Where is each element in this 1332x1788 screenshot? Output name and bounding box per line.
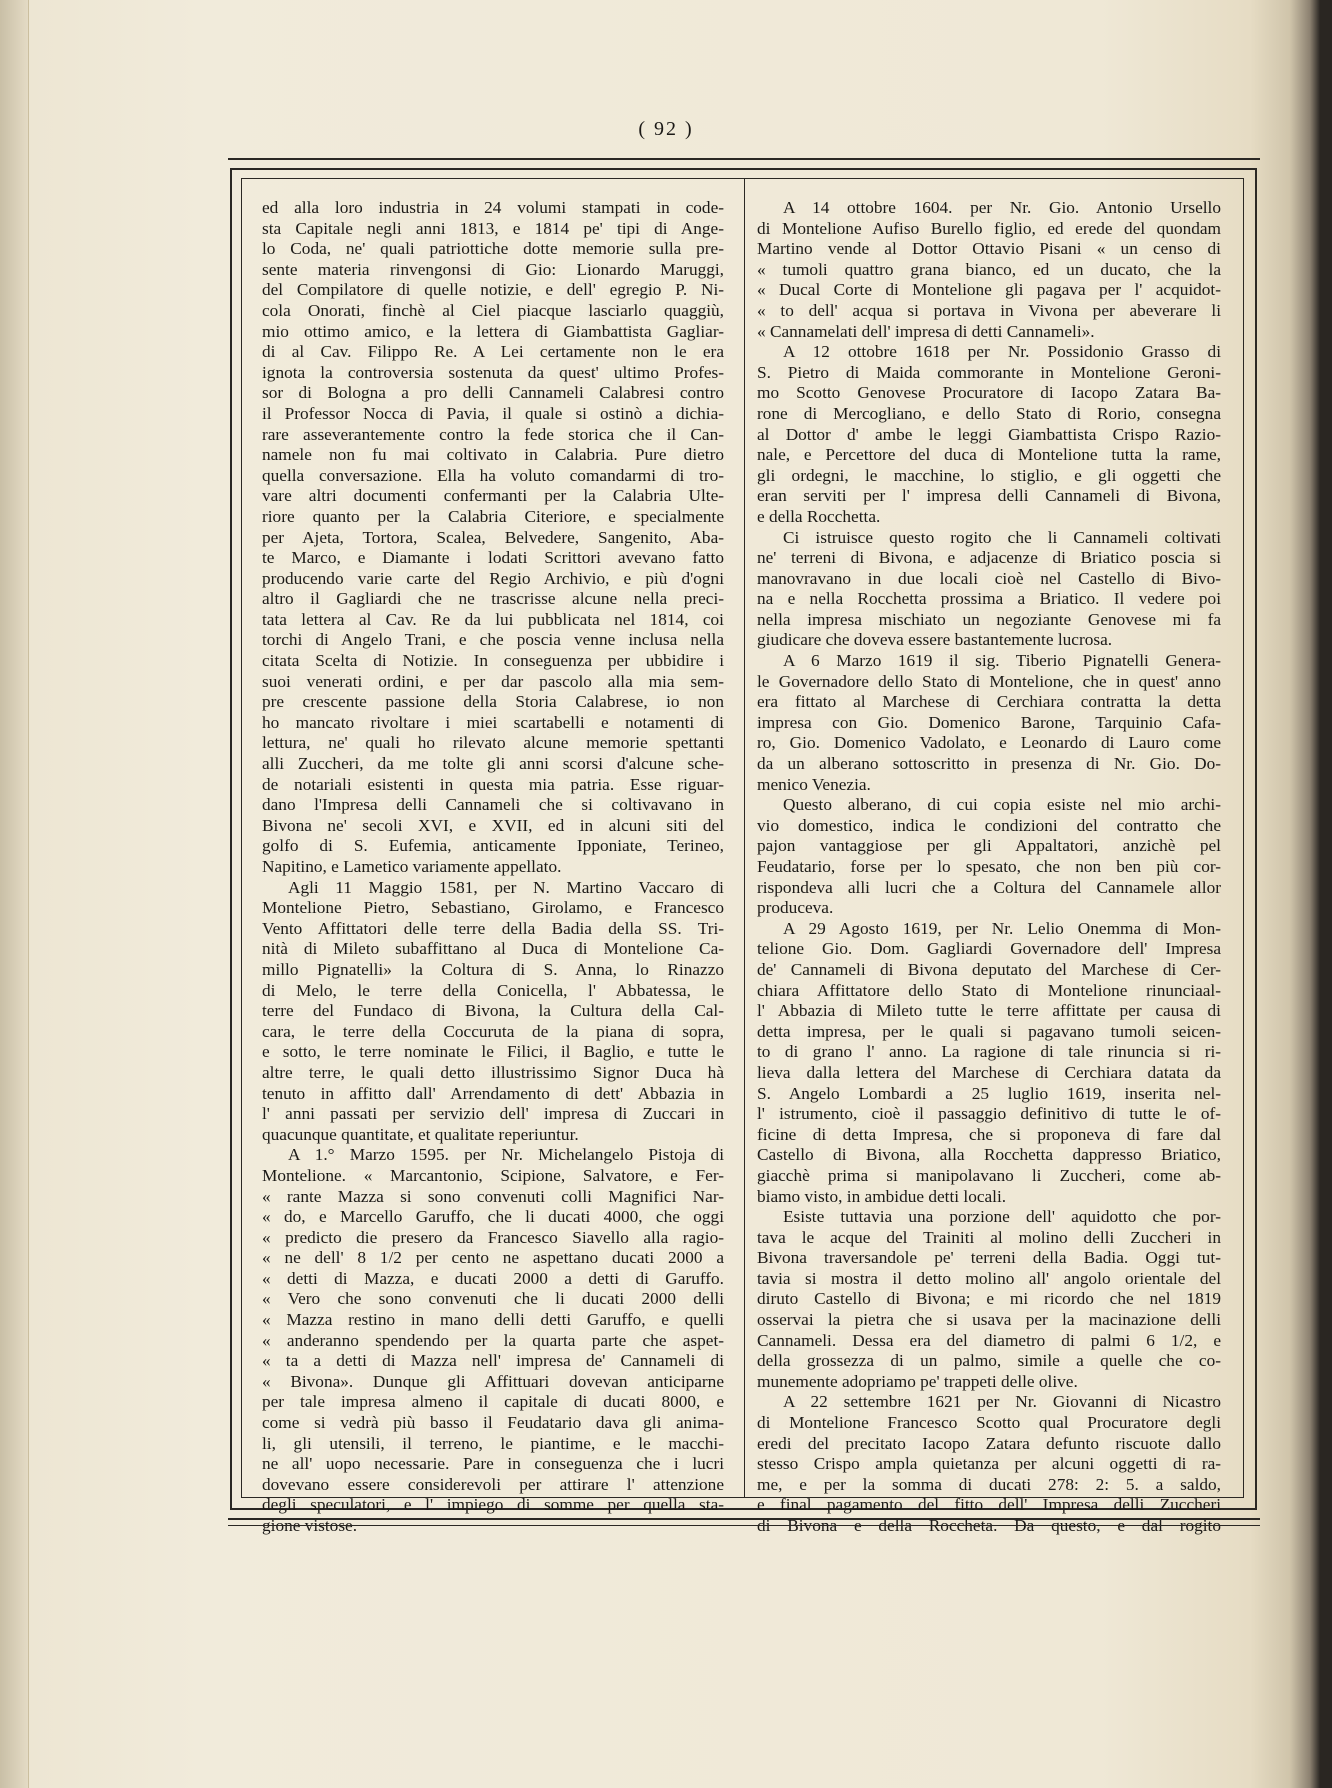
text-line: e sotto, le terre nominate le Filici, il Baglio, e tutte le: [262, 1042, 724, 1062]
text-line: nella impresa mischiato un negoziante Genovese mi fa: [757, 609, 1221, 629]
text-line: nità di Mileto subaffittano al Duca di Montelione Ca-: [262, 939, 724, 959]
text-line: Ci istruisce questo rogito che li Cannameli coltivati: [783, 527, 1221, 547]
text-line: Feudatario, forse per lo spesato, che non ben più cor-: [757, 857, 1221, 876]
text-line: Martino vende al Dottor Ottavio Pisani « un censo di: [757, 239, 1221, 259]
text-line: ficine di detta Impresa, che si proponeva di fare dal: [757, 1124, 1221, 1144]
page-number: ( 92 ): [638, 118, 694, 140]
page-binding-edge: [0, 0, 29, 1788]
text-line: li, gli utensili, il terreno, le piantime, e le macchi-: [262, 1433, 724, 1453]
text-line: tata lettera al Cav. Re da lui pubblicata nel 1814, coi: [262, 609, 724, 629]
text-line: alli Zuccheri, da me tolte gli anni scorsi d'alcune sche-: [262, 754, 724, 774]
bottom-rule-thick: [228, 1518, 1260, 1520]
text-line: quella conversazione. Ella ha voluto comandarmi di tro-: [262, 465, 724, 485]
text-line: rone di Mercogliano, e dello Stato di Rorio, consegna: [757, 403, 1221, 423]
text-line: Cannameli. Dessa era del diametro di palmi 6 1/2, e: [757, 1330, 1221, 1350]
text-line: « ne dell' 8 1/2 per cento ne aspettano ducati 2000 a: [262, 1248, 724, 1268]
text-line: le Governadore dello Stato di Montelione, che in quest' anno: [757, 671, 1221, 691]
text-line: A 1.° Marzo 1595. per Nr. Michelangelo Pistoja di: [288, 1145, 724, 1165]
text-line: pajon vantaggiose per gli Appaltatori, anzichè pel: [757, 836, 1221, 856]
text-line: di Bivona e della Roccheta. Da questo, e dal rogito: [757, 1516, 1221, 1535]
text-line: telione Gio. Dom. Gagliardi Governadore dell' Impresa: [757, 939, 1221, 959]
text-line: « detti di Mazza, e ducati 2000 a detti di Garuffo.: [262, 1268, 724, 1288]
text-line: degli speculatori, e l' impiego di somme per quella sta-: [262, 1495, 724, 1515]
text-line: ignota la controversia sostenuta da quest' ultimo Profes-: [262, 362, 724, 382]
text-line: « Bivona». Dunque gli Affittuari dovevan anticiparne: [262, 1371, 724, 1391]
left-column: [262, 198, 724, 1537]
text-line: « ta a detti di Mazza nell' impresa de' Cannameli di: [262, 1351, 724, 1371]
bottom-rule-thin: [228, 1525, 1260, 1526]
text-line: altro il Gagliardi che ne trascrisse alcune nella preci-: [262, 589, 724, 609]
text-line: to di grano l' anno. La ragione di tale rinuncia si ri-: [757, 1042, 1221, 1062]
text-line: ro, Gio. Domenico Vadolato, e Leonardo di Lauro come: [757, 733, 1221, 753]
text-line: « do, e Marcello Garuffo, che li ducati 4000, che oggi: [262, 1207, 724, 1227]
text-line: lo Coda, ne' quali patriottiche dotte memorie sulla pre-: [262, 239, 724, 259]
text-line: citata Scelta di Notizie. In conseguenza per ubbidire i: [262, 651, 724, 671]
text-line: Bivona traversandole pe' terreni della Badia. Oggi tut-: [757, 1248, 1221, 1268]
text-line: lieva dalla lettera del Marchese di Cerchiara datata da: [757, 1062, 1221, 1082]
text-line: namele non fu mai coltivato in Calabria. Pure dietro: [262, 445, 724, 465]
text-line: stesso Crispo ampla quietanza per alcuni oggetti di ra-: [757, 1454, 1221, 1474]
text-line: da un alberano sottoscritto in presenza di Nr. Gio. Do-: [757, 754, 1221, 774]
text-line: ho mancato rivoltare i miei scartabelli e notamenti di: [262, 712, 724, 732]
text-line: tenuto in affitto dall' Arrendamento di dett' Abbazia in: [262, 1083, 724, 1103]
text-line: terre del Fundaco di Bivona, la Cultura della Cal-: [262, 1001, 724, 1021]
text-line: cola Onorati, finchè al Ciel piacque lasciarlo quaggiù,: [262, 300, 724, 320]
text-line: A 22 settembre 1621 per Nr. Giovanni di Nicastro: [783, 1392, 1221, 1412]
text-line: mo Scotto Genovese Procuratore di Iacopo Zatara Ba-: [757, 383, 1221, 403]
text-line: tava le acque del Trainiti al molino delli Zuccheri in: [757, 1227, 1221, 1247]
text-line: S. Angelo Lombardi a 25 luglio 1619, inserita nel-: [757, 1083, 1221, 1103]
text-line: de' Cannameli di Bivona deputato del Marchese di Cer-: [757, 959, 1221, 979]
text-line: sente materia rinvengonsi di Gio: Lionardo Maruggi,: [262, 259, 724, 279]
text-line: « rante Mazza si sono convenuti colli Magnifici Nar-: [262, 1186, 724, 1206]
text-line: te Marco, e Diamante i lodati Scrittori avevano fatto: [262, 548, 724, 568]
text-line: A 14 ottobre 1604. per Nr. Gio. Antonio Ursello: [783, 198, 1221, 217]
text-line: rispondeva alli lucri che a Coltura del Cannamele allor: [757, 877, 1221, 897]
text-line: eran serviti per l' impresa delli Cannameli di Bivona,: [757, 486, 1221, 506]
text-line: pre crescente passione della Storia Calabrese, io non: [262, 692, 724, 712]
text-line: Vento Affittatori delle terre della Badia della SS. Tri-: [262, 918, 724, 938]
text-line: di Melo, le terre della Conicella, l' Abbatessa, le: [262, 980, 724, 1000]
text-line: per Ajeta, Tortora, Scalea, Belvedere, Sangenito, Aba-: [262, 527, 724, 547]
text-line: Questo alberano, di cui copia esiste nel mio archi-: [783, 795, 1221, 815]
text-line: « Mazza restino in mano delli detti Garuffo, e quelli: [262, 1310, 724, 1330]
text-line: altre terre, le quali detto illustrissimo Signor Duca hà: [262, 1062, 724, 1082]
text-line: « anderanno spendendo per la quarta parte che aspet-: [262, 1330, 724, 1350]
text-line: giacchè prima si manipolavano li Zuccheri, come ab-: [757, 1165, 1221, 1185]
text-line: producendo varie carte del Regio Archivio, e più d'ogni: [262, 568, 724, 588]
text-line: ed alla loro industria in 24 volumi stampati in code-: [262, 198, 724, 217]
text-line: « predicto die presero da Francesco Siavello alla ragio-: [262, 1227, 724, 1247]
text-line: impresa con Gio. Domenico Barone, Tarquinio Cafa-: [757, 712, 1221, 732]
text-line: ne all' uopo necessarie. Pare in conseguenza che i lucri: [262, 1454, 724, 1474]
text-line: vio domestico, indica le condizioni del contratto che: [757, 815, 1221, 835]
text-line: gione vistose.: [262, 1516, 358, 1535]
right-column: [757, 198, 1221, 1537]
text-line: lettura, ne' quali ho rilevato alcune memorie spettanti: [262, 733, 724, 753]
text-line: sta Capitale negli anni 1813, e 1814 pe' tipi di Ange-: [262, 218, 724, 238]
text-line: « Vero che sono convenuti che li ducati 2000 delli: [262, 1289, 724, 1309]
text-line: per tale impresa almeno il capitale di ducati 8000, e: [262, 1392, 724, 1412]
column-divider: [744, 179, 745, 1497]
text-line: Montelione Pietro, Sebastiano, Girolamo, e Francesco: [262, 898, 724, 918]
text-line: giudicare che doveva essere bastantemente lucrosa.: [757, 630, 1113, 650]
text-line: « Cannamelati dell' impresa di detti Cannameli».: [757, 321, 1095, 341]
text-line: Castello di Bivona, alla Rocchetta dappresso Briatico,: [757, 1145, 1221, 1165]
text-line: dano l'Impresa delli Cannameli che si coltivavano in: [262, 795, 724, 815]
text-line: Agli 11 Maggio 1581, per N. Martino Vaccaro di: [288, 877, 724, 897]
text-line: rare asseverantemente contro la fede storica che il Can-: [262, 424, 724, 444]
text-line: Napitino, e Lametico variamente appellato.: [262, 857, 562, 876]
text-line: osservai la pietra che si usava per la macinazione delli: [757, 1310, 1221, 1330]
text-line: sor di Bologna a pro delli Cannameli Calabresi contro: [262, 383, 724, 403]
text-line: ne' terreni di Bivona, e adjacenze di Briatico poscia si: [757, 548, 1221, 568]
text-line: de notariali esistenti in questa mia patria. Esse riguar-: [262, 774, 724, 794]
text-line: l' anni passati per servizio dell' impresa di Zuccari in: [262, 1104, 724, 1124]
text-line: mio ottimo amico, e la lettera di Giambattista Gagliar-: [262, 321, 724, 341]
text-line: torchi di Angelo Trani, e che poscia venne inclusa nella: [262, 630, 724, 650]
text-line: « Ducal Corte di Montelione gli pagava per l' acquidot-: [757, 280, 1221, 300]
text-line: della grossezza di un palmo, simile a quelle che co-: [757, 1351, 1221, 1371]
text-line: na e nella Rocchetta prossima a Briatico. Il vedere poi: [757, 589, 1221, 609]
text-line: manovravano in due locali cioè nel Castello di Bivo-: [757, 568, 1221, 588]
text-line: e final pagamento del fitto dell' Impresa delli Zuccheri: [757, 1495, 1221, 1515]
text-line: il Professor Nocca di Pavia, il quale si ostinò a dichia-: [262, 403, 724, 423]
text-line: vare altri documenti confermanti per la Calabria Ulte-: [262, 486, 724, 506]
text-line: tavia si mostra il detto molino all' angolo orientale del: [757, 1268, 1221, 1288]
text-line: me, e per la somma di ducati 278: 2: 5. a saldo,: [757, 1474, 1221, 1494]
text-line: come si vedrà più basso il Feudatario dava gli anima-: [262, 1413, 724, 1433]
text-line: menico Venezia.: [757, 774, 871, 794]
text-line: l' Abbazia di Mileto tutte le terre affittate per causa di: [757, 1001, 1221, 1021]
top-rule: [228, 158, 1260, 160]
text-line: A 6 Marzo 1619 il sig. Tiberio Pignatelli Genera-: [783, 651, 1221, 671]
text-line: « tumoli quattro grana bianco, ed un ducato, che la: [757, 259, 1221, 279]
text-line: diruto Castello di Bivona; e mi ricordo che nel 1819: [757, 1289, 1221, 1309]
text-line: S. Pietro di Maida commorante in Montelione Geroni-: [757, 362, 1221, 382]
text-line: del Compilatore di quelle notizie, e dell' egregio P. Ni-: [262, 280, 724, 300]
text-line: Esiste tuttavia una porzione dell' aquidotto che por-: [783, 1207, 1221, 1227]
text-line: « to dell' acqua si portava in Vivona per abeverare li: [757, 300, 1221, 320]
text-line: chiara Affittatore dello Stato di Montelione rinunciaal-: [757, 980, 1221, 1000]
text-line: di al Cav. Filippo Re. A Lei certamente non le era: [262, 342, 724, 362]
text-line: di Montelione Aufiso Burello figlio, ed erede del quondam: [757, 218, 1221, 238]
text-line: l' istrumento, cioè il passaggio definitivo di tutte le of-: [757, 1104, 1221, 1124]
text-line: dovevano essere considerevoli per attirare l' attenzione: [262, 1474, 724, 1494]
text-line: suoi venerati ordini, e per dar pascolo alla mia sem-: [262, 671, 724, 691]
text-line: biamo visto, in ambidue detti locali.: [757, 1186, 1007, 1206]
text-line: e della Rocchetta.: [757, 506, 881, 526]
text-line: al Dottor d' ambe le leggi Giambattista Crispo Razio-: [757, 424, 1221, 444]
text-line: produceva.: [757, 898, 834, 918]
text-line: quacunque quantitate, et qualitate reperiuntur.: [262, 1124, 579, 1144]
text-line: era fittato al Marchese di Cerchiara contratta la detta: [757, 692, 1221, 712]
text-line: Bivona ne' secoli XVI, e XVII, ed in alcuni siti del: [262, 815, 724, 835]
text-line: munemente adopriamo pe' trappeti delle olive.: [757, 1371, 1078, 1391]
text-line: Montelione. « Marcantonio, Scipione, Salvatore, e Fer-: [262, 1165, 724, 1185]
text-line: nale, e Percettore del duca di Montelione tutta la rame,: [757, 445, 1221, 465]
text-line: riore quanto per la Calabria Citeriore, e specialmente: [262, 506, 724, 526]
text-line: cara, le terre della Coccuruta de la piana di sopra,: [262, 1021, 724, 1041]
text-line: golfo di S. Eufemia, anticamente Ipponiate, Terineo,: [262, 836, 724, 856]
text-line: A 12 ottobre 1618 per Nr. Possidonio Grasso di: [783, 342, 1221, 362]
text-line: detta impresa, per le quali si pagavano tumoli seicen-: [757, 1021, 1221, 1041]
text-line: millo Pignatelli» la Coltura di S. Anna, lo Rinazzo: [262, 959, 724, 979]
text-line: gli ordegni, le macchine, lo stiglio, e gli oggetti che: [757, 465, 1221, 485]
text-line: A 29 Agosto 1619, per Nr. Lelio Onemma di Mon-: [783, 918, 1221, 938]
text-line: eredi del precitato Iacopo Zatara defunto riscuote dallo: [757, 1433, 1221, 1453]
text-line: di Montelione Francesco Scotto qual Procuratore degli: [757, 1413, 1221, 1433]
